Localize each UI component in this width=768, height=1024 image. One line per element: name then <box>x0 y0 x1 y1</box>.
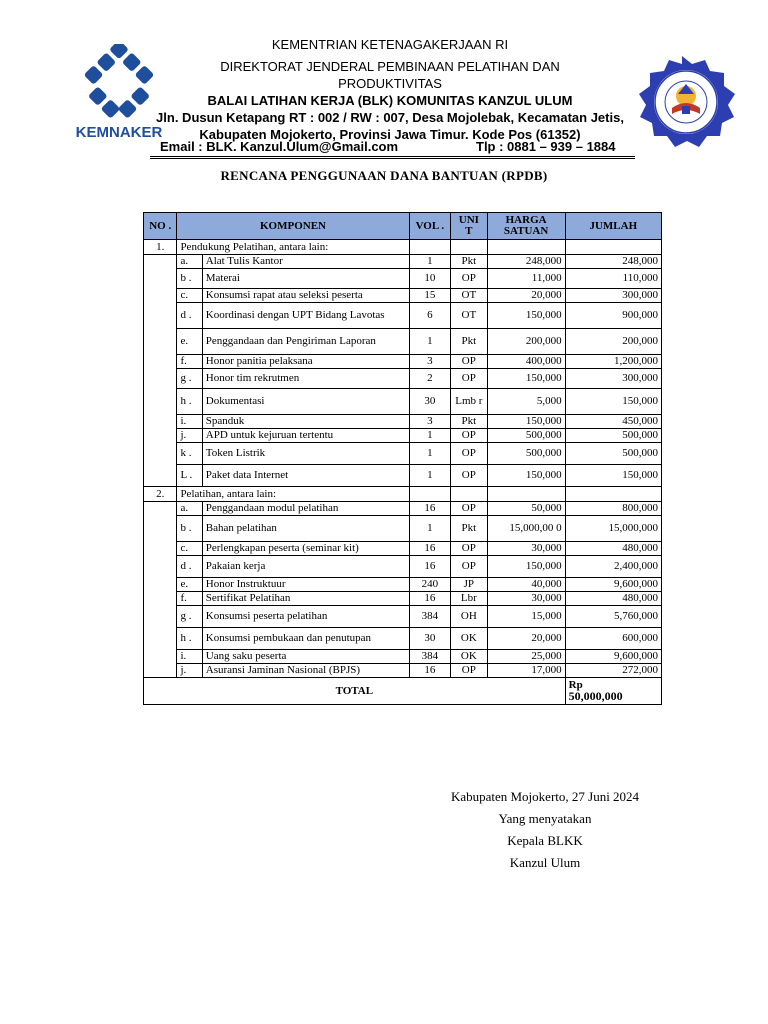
item-name: Penggandaan modul pelatihan <box>202 502 409 516</box>
item-letter: a. <box>177 255 202 269</box>
header-institution: BALAI LATIHAN KERJA (BLK) KOMUNITAS KANZUL ULUM <box>207 93 573 108</box>
item-volume: 6 <box>409 303 451 329</box>
col-header-komponen: KOMPONEN <box>177 213 409 240</box>
item-volume: 15 <box>409 289 451 303</box>
item-volume: 1 <box>409 516 451 542</box>
item-unit: OP <box>451 465 487 487</box>
col-header-unit: UNI T <box>451 213 487 240</box>
signature-place-date: Kabupaten Mojokerto, 27 Juni 2024 <box>450 789 640 804</box>
table-row <box>144 429 662 443</box>
item-total: 500,000 <box>565 443 661 465</box>
item-name: Perlengkapan peserta (seminar kit) <box>202 542 409 556</box>
rpdb-table <box>143 212 662 705</box>
table-row <box>144 628 662 650</box>
col-header-no: NO . <box>144 213 177 240</box>
header-address-cont: Kabupaten Mojokerto, Provinsi Jawa Timur. Kode Pos (61352) <box>199 127 581 142</box>
item-unit-price: 400,000 <box>487 355 565 369</box>
item-total: 248,000 <box>565 255 661 269</box>
header-ministry: KEMENTRIAN KETENAGAKERJAAN RI <box>271 37 509 52</box>
item-unit-price: 11,000 <box>487 269 565 289</box>
empty-cell <box>451 240 487 255</box>
empty-cell <box>487 240 565 255</box>
item-name: APD untuk kejuruan tertentu <box>202 429 409 443</box>
item-volume: 1 <box>409 329 451 355</box>
item-name: Uang saku peserta <box>202 650 409 664</box>
item-unit: Pkt <box>451 329 487 355</box>
table-row <box>144 516 662 542</box>
item-unit-price: 150,000 <box>487 465 565 487</box>
no-column-spacer <box>144 502 177 678</box>
item-letter: L . <box>177 465 202 487</box>
no-column-spacer <box>144 255 177 487</box>
item-unit: OP <box>451 443 487 465</box>
item-volume: 16 <box>409 664 451 678</box>
empty-cell <box>409 240 451 255</box>
item-unit-price: 5,000 <box>487 389 565 415</box>
seal-icon <box>626 54 738 150</box>
item-volume: 1 <box>409 465 451 487</box>
item-letter: f. <box>177 592 202 606</box>
section-number: 1. <box>144 240 177 255</box>
item-total: 600,000 <box>565 628 661 650</box>
item-total: 272,000 <box>565 664 661 678</box>
section-header-row <box>144 487 662 502</box>
item-total: 500,000 <box>565 429 661 443</box>
item-volume: 10 <box>409 269 451 289</box>
table-row <box>144 255 662 269</box>
item-name: Alat Tulis Kantor <box>202 255 409 269</box>
item-name: Token Listrik <box>202 443 409 465</box>
item-unit-price: 50,000 <box>487 502 565 516</box>
item-volume: 3 <box>409 415 451 429</box>
item-letter: h . <box>177 628 202 650</box>
item-unit-price: 150,000 <box>487 303 565 329</box>
item-letter: i. <box>177 650 202 664</box>
item-total: 900,000 <box>565 303 661 329</box>
item-letter: d . <box>177 303 202 329</box>
item-volume: 3 <box>409 355 451 369</box>
item-letter: j. <box>177 429 202 443</box>
table-row <box>144 664 662 678</box>
table-row <box>144 289 662 303</box>
blk-seal-logo <box>626 54 738 150</box>
section-number: 2. <box>144 487 177 502</box>
table-row <box>144 303 662 329</box>
item-total: 300,000 <box>565 369 661 389</box>
item-volume: 16 <box>409 556 451 578</box>
item-total: 480,000 <box>565 592 661 606</box>
item-total: 150,000 <box>565 389 661 415</box>
header-email: Email : BLK. Kanzul.Ulum@Gmail.com <box>160 139 399 154</box>
item-unit: Pkt <box>451 415 487 429</box>
header-directorate-cont: PRODUKTIVITAS <box>338 76 442 91</box>
item-unit: JP <box>451 578 487 592</box>
item-volume: 16 <box>409 542 451 556</box>
item-name: Bahan pelatihan <box>202 516 409 542</box>
empty-cell <box>451 487 487 502</box>
total-currency: Rp <box>568 679 583 691</box>
signature-name: Kanzul Ulum <box>509 855 581 870</box>
item-unit: OK <box>451 650 487 664</box>
item-total: 2,400,000 <box>565 556 661 578</box>
col-header-jumlah: JUMLAH <box>565 213 661 240</box>
item-total: 800,000 <box>565 502 661 516</box>
empty-cell <box>487 487 565 502</box>
item-name: Honor Instruktuur <box>202 578 409 592</box>
item-volume: 384 <box>409 606 451 628</box>
table-row <box>144 389 662 415</box>
section-title: Pelatihan, antara lain: <box>177 487 409 502</box>
item-total: 9,600,000 <box>565 650 661 664</box>
item-unit-price: 500,000 <box>487 429 565 443</box>
item-name: Konsumsi pembukaan dan penutupan <box>202 628 409 650</box>
table-row <box>144 369 662 389</box>
total-amount-cell <box>565 678 661 705</box>
item-unit-price: 150,000 <box>487 415 565 429</box>
total-row <box>144 678 662 705</box>
signature-statement: Yang menyatakan <box>498 811 592 826</box>
table-row <box>144 556 662 578</box>
item-name: Koordinasi dengan UPT Bidang Lavotas <box>202 303 409 329</box>
empty-cell <box>409 487 451 502</box>
item-letter: f. <box>177 355 202 369</box>
item-unit: OT <box>451 303 487 329</box>
item-name: Penggandaan dan Pengiriman Laporan <box>202 329 409 355</box>
item-total: 300,000 <box>565 289 661 303</box>
item-volume: 384 <box>409 650 451 664</box>
item-unit-price: 500,000 <box>487 443 565 465</box>
item-unit: OP <box>451 355 487 369</box>
table-row <box>144 329 662 355</box>
item-name: Materai <box>202 269 409 289</box>
item-name: Asuransi Jaminan Nasional (BPJS) <box>202 664 409 678</box>
item-total: 15,000,000 <box>565 516 661 542</box>
item-volume: 2 <box>409 369 451 389</box>
item-unit: Pkt <box>451 516 487 542</box>
header-address: Jln. Dusun Ketapang RT : 002 / RW : 007, Desa Mojolebak, Kecamatan Jetis, <box>156 110 624 125</box>
table-row <box>144 355 662 369</box>
table-row <box>144 415 662 429</box>
item-unit-price: 25,000 <box>487 650 565 664</box>
item-unit: OT <box>451 289 487 303</box>
table-row <box>144 650 662 664</box>
total-amount: 50,000,000 <box>568 689 623 703</box>
table-row <box>144 502 662 516</box>
item-name: Konsumsi rapat atau seleksi peserta <box>202 289 409 303</box>
header-divider <box>150 156 635 157</box>
institution-header <box>150 36 630 143</box>
item-letter: d . <box>177 556 202 578</box>
item-name: Dokumentasi <box>202 389 409 415</box>
item-name: Paket data Internet <box>202 465 409 487</box>
item-total: 110,000 <box>565 269 661 289</box>
document-title: RENCANA PENGGUNAAN DANA BANTUAN (RPDB) <box>220 168 548 183</box>
section-header-row <box>144 240 662 255</box>
item-volume: 1 <box>409 255 451 269</box>
table-header-row <box>144 213 662 240</box>
header-directorate: DIREKTORAT JENDERAL PEMBINAAN PELATIHAN DAN <box>220 59 560 74</box>
item-letter: a. <box>177 502 202 516</box>
item-volume: 16 <box>409 592 451 606</box>
item-letter: g . <box>177 369 202 389</box>
table-row <box>144 443 662 465</box>
item-unit-price: 150,000 <box>487 369 565 389</box>
item-unit: OP <box>451 269 487 289</box>
item-volume: 16 <box>409 502 451 516</box>
item-name: Pakaian kerja <box>202 556 409 578</box>
item-total: 200,000 <box>565 329 661 355</box>
item-name: Konsumsi peserta pelatihan <box>202 606 409 628</box>
item-unit: Pkt <box>451 255 487 269</box>
item-unit: OP <box>451 556 487 578</box>
item-unit: OK <box>451 628 487 650</box>
item-unit: OP <box>451 429 487 443</box>
item-name: Sertifikat Pelatihan <box>202 592 409 606</box>
empty-cell <box>565 240 661 255</box>
item-unit-price: 20,000 <box>487 628 565 650</box>
item-letter: e. <box>177 329 202 355</box>
col-header-harga: HARGA SATUAN <box>487 213 565 240</box>
item-letter: c. <box>177 542 202 556</box>
item-total: 450,000 <box>565 415 661 429</box>
item-unit: Lmb r <box>451 389 487 415</box>
item-unit-price: 30,000 <box>487 542 565 556</box>
item-unit-price: 150,000 <box>487 556 565 578</box>
item-letter: h . <box>177 389 202 415</box>
item-letter: j. <box>177 664 202 678</box>
item-volume: 240 <box>409 578 451 592</box>
table-row <box>144 269 662 289</box>
empty-cell <box>565 487 661 502</box>
svg-text:KEMNAKER: KEMNAKER <box>75 124 163 140</box>
table-row <box>144 606 662 628</box>
item-unit: OH <box>451 606 487 628</box>
item-unit: Lbr <box>451 592 487 606</box>
header-phone: Tlp : 0881 – 939 – 1884 <box>476 139 616 154</box>
table-row <box>144 578 662 592</box>
item-letter: k . <box>177 443 202 465</box>
item-total: 5,760,000 <box>565 606 661 628</box>
item-total: 480,000 <box>565 542 661 556</box>
item-volume: 30 <box>409 628 451 650</box>
table-row <box>144 465 662 487</box>
table-row <box>144 592 662 606</box>
signature-position: Kepala BLKK <box>507 833 583 848</box>
item-unit-price: 30,000 <box>487 592 565 606</box>
item-name: Spanduk <box>202 415 409 429</box>
item-letter: i. <box>177 415 202 429</box>
item-volume: 1 <box>409 443 451 465</box>
item-letter: g . <box>177 606 202 628</box>
item-unit-price: 200,000 <box>487 329 565 355</box>
item-total: 150,000 <box>565 465 661 487</box>
item-letter: b . <box>177 516 202 542</box>
section-title: Pendukung Pelatihan, antara lain: <box>177 240 409 255</box>
item-unit-price: 15,000,00 0 <box>487 516 565 542</box>
item-name: Honor panitia pelaksana <box>202 355 409 369</box>
item-name: Honor tim rekrutmen <box>202 369 409 389</box>
item-unit-price: 248,000 <box>487 255 565 269</box>
col-header-vol: VOL . <box>409 213 451 240</box>
item-unit: OP <box>451 664 487 678</box>
header-divider-second <box>150 158 635 159</box>
table-row <box>144 542 662 556</box>
signature-block <box>420 786 670 874</box>
item-letter: c. <box>177 289 202 303</box>
item-unit-price: 40,000 <box>487 578 565 592</box>
item-unit-price: 20,000 <box>487 289 565 303</box>
item-unit: OP <box>451 502 487 516</box>
total-label: TOTAL <box>144 678 566 705</box>
item-unit-price: 17,000 <box>487 664 565 678</box>
item-volume: 1 <box>409 429 451 443</box>
item-unit-price: 15,000 <box>487 606 565 628</box>
item-unit: OP <box>451 369 487 389</box>
item-volume: 30 <box>409 389 451 415</box>
item-letter: e. <box>177 578 202 592</box>
item-total: 1,200,000 <box>565 355 661 369</box>
item-unit: OP <box>451 542 487 556</box>
item-letter: b . <box>177 269 202 289</box>
item-total: 9,600,000 <box>565 578 661 592</box>
